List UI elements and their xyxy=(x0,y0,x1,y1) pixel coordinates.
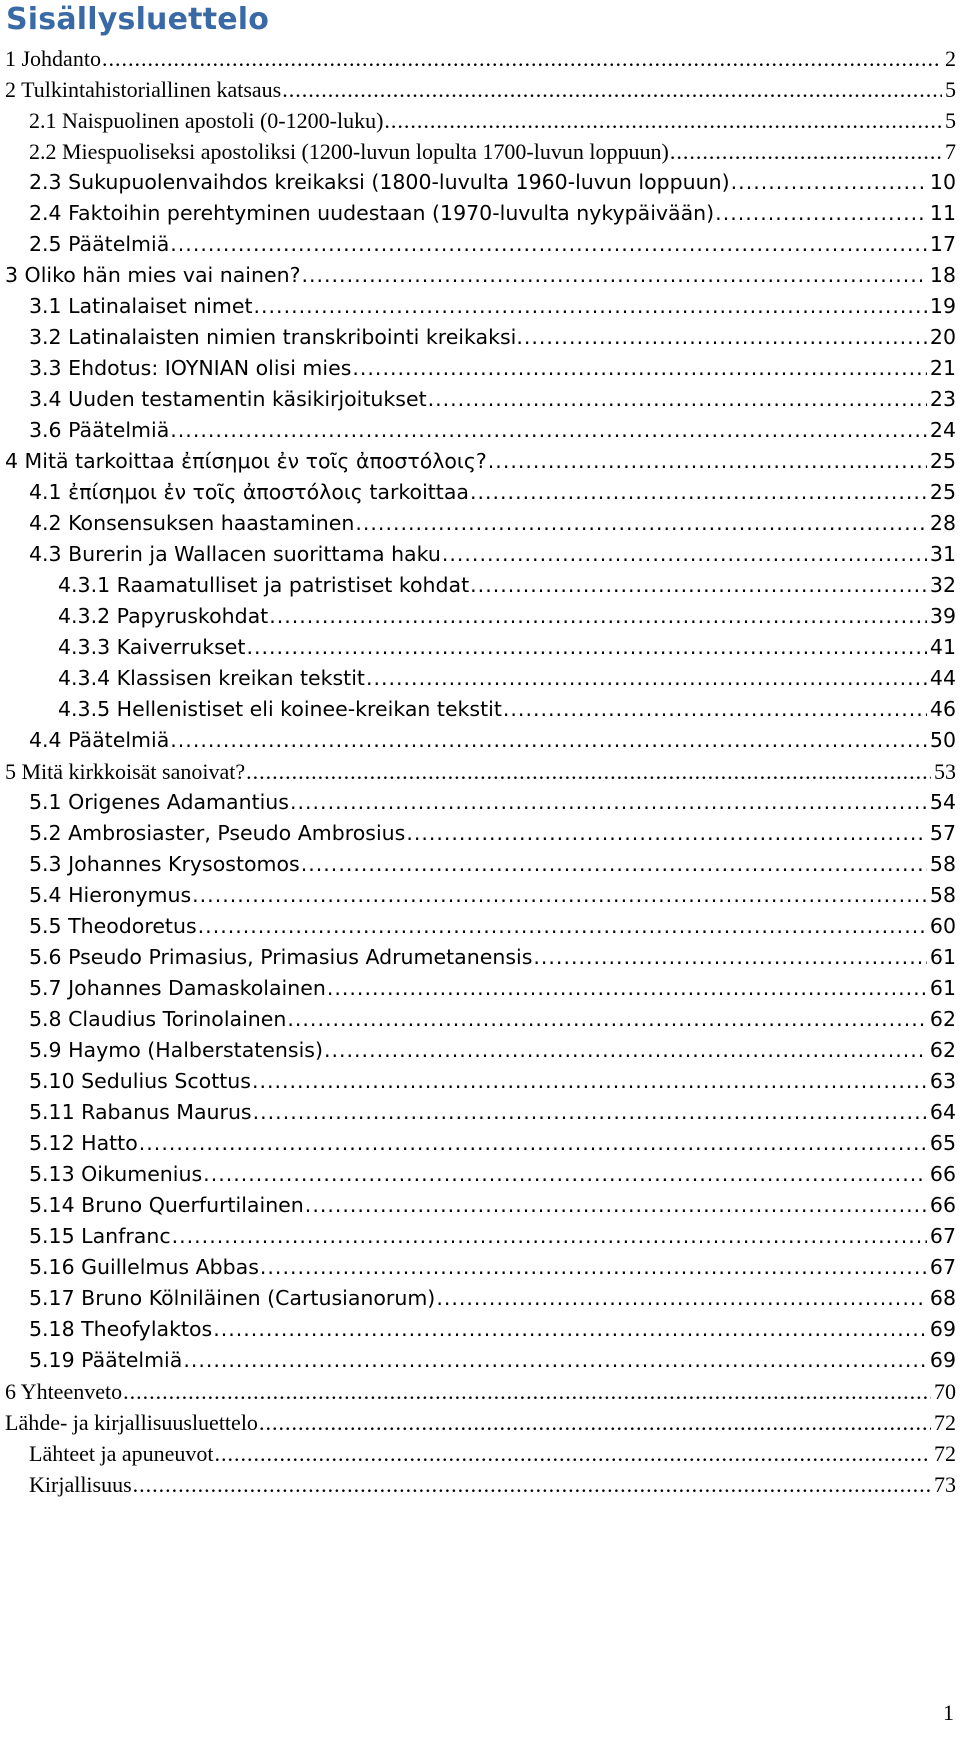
toc-entry[interactable] xyxy=(0,1348,960,1379)
toc-entry-label: 4.3 Burerin ja Wallacen suorittama haku xyxy=(29,542,441,566)
toc-entry-page: 69 xyxy=(929,1317,956,1341)
toc-entry[interactable] xyxy=(0,1472,960,1503)
dot-leader xyxy=(442,542,927,566)
toc-entry-page: 65 xyxy=(929,1131,956,1155)
toc-entry[interactable] xyxy=(0,1131,960,1162)
toc-entry[interactable] xyxy=(0,604,960,635)
dot-leader xyxy=(198,914,927,938)
dot-leader xyxy=(715,201,927,225)
toc-entry-label: 5.5 Theodoretus xyxy=(29,914,197,938)
toc-entry[interactable] xyxy=(0,635,960,666)
toc-entry[interactable] xyxy=(0,1193,960,1224)
toc-entry[interactable] xyxy=(0,170,960,201)
dot-leader xyxy=(406,821,927,845)
toc-entry-label: 5.9 Haymo (Halberstatensis) xyxy=(29,1038,323,1062)
toc-entry-page: 39 xyxy=(929,604,956,628)
toc-entry[interactable] xyxy=(0,759,960,790)
toc-entry[interactable] xyxy=(0,263,960,294)
dot-leader xyxy=(172,1224,927,1248)
toc-entry-label: 2 Tulkintahistoriallinen katsaus xyxy=(5,77,282,102)
toc-entry-page: 18 xyxy=(929,263,956,287)
toc-entry-page: 58 xyxy=(929,852,956,876)
toc-entry-label: 5.10 Sedulius Scottus xyxy=(29,1069,251,1093)
toc-entry-page: 54 xyxy=(929,790,956,814)
toc-entry[interactable] xyxy=(0,697,960,728)
toc-entry[interactable] xyxy=(0,201,960,232)
toc-entry[interactable] xyxy=(0,325,960,356)
dot-leader xyxy=(290,790,927,814)
toc-entry-label: 5.16 Guillelmus Abbas xyxy=(29,1255,259,1279)
dot-leader xyxy=(252,1069,927,1093)
toc-entry-page: 17 xyxy=(929,232,956,256)
toc-entry-page: 5 xyxy=(945,108,956,133)
toc-entry-label: 5.12 Hatto xyxy=(29,1131,138,1155)
toc-entry-page: 50 xyxy=(929,728,956,752)
dot-leader xyxy=(170,418,927,442)
toc-title: Sisällysluettelo xyxy=(6,2,270,37)
toc-entry-page: 46 xyxy=(929,697,956,721)
toc-entry-page: 73 xyxy=(934,1472,956,1497)
dot-leader xyxy=(259,1410,931,1436)
toc-entry-page: 21 xyxy=(929,356,956,380)
toc-entry[interactable] xyxy=(0,1038,960,1069)
toc-entry-page: 25 xyxy=(929,449,956,473)
dot-leader xyxy=(102,46,942,72)
toc-entry-page: 10 xyxy=(929,170,956,194)
toc-entry-page: 32 xyxy=(929,573,956,597)
toc-entry-label: 5.4 Hieronymus xyxy=(29,883,192,907)
toc-entry-page: 11 xyxy=(929,201,956,225)
toc-entry-page: 72 xyxy=(934,1410,956,1435)
toc-entry-label: 3.2 Latinalaisten nimien transkribointi kreikaksi. xyxy=(29,325,523,349)
toc-entry-page: 24 xyxy=(929,418,956,442)
toc-entry[interactable] xyxy=(0,852,960,883)
toc-entry-label: 2.3 Sukupuolenvaihdos kreikaksi (1800-luvulta 1960-luvun loppuun) xyxy=(29,170,730,194)
dot-leader xyxy=(352,356,927,380)
toc-entry-page: 58 xyxy=(929,883,956,907)
dot-leader xyxy=(260,1255,927,1279)
dot-leader xyxy=(488,449,927,473)
toc-entry-label: Kirjallisuus xyxy=(29,1472,132,1497)
toc-entry-label: 3.1 Latinalaiset nimet xyxy=(29,294,253,318)
dot-leader xyxy=(366,666,927,690)
toc-entry-page: 69 xyxy=(929,1348,956,1372)
dot-leader xyxy=(254,294,927,318)
toc-entry[interactable] xyxy=(0,1441,960,1472)
toc-entry[interactable] xyxy=(0,1224,960,1255)
dot-leader xyxy=(305,1193,927,1217)
toc-entry-label: 4.3.5 Hellenistiset eli koinee-kreikan tekstit xyxy=(58,697,502,721)
toc-entry[interactable] xyxy=(0,387,960,418)
toc-entry[interactable] xyxy=(0,418,960,449)
toc-entry[interactable] xyxy=(0,976,960,1007)
toc-entry-label: 4.3.1 Raamatulliset ja patristiset kohdat xyxy=(58,573,470,597)
toc-entry-label: 4 Mitä tarkoittaa ἐπίσημοι ἐν τοῖς ἀποστόλοις? xyxy=(5,449,487,473)
toc-entry[interactable] xyxy=(0,356,960,387)
toc-entry-label: 5.6 Pseudo Primasius, Primasius Adrumetanensis xyxy=(29,945,533,969)
toc-entry-page: 20 xyxy=(929,325,956,349)
toc-entry-label: 4.3.4 Klassisen kreikan tekstit xyxy=(58,666,365,690)
toc-entry-label: 2.1 Naispuolinen apostoli (0-1200-luku) xyxy=(29,108,384,133)
toc-entry-page: 28 xyxy=(929,511,956,535)
toc-entry[interactable] xyxy=(0,1379,960,1410)
toc-entry-page: 62 xyxy=(929,1007,956,1031)
toc-entry[interactable] xyxy=(0,511,960,542)
toc-entry-page: 66 xyxy=(929,1162,956,1186)
toc-entry[interactable] xyxy=(0,821,960,852)
toc-entry-label: 3 Oliko hän mies vai nainen? xyxy=(5,263,301,287)
toc-entry-page: 70 xyxy=(934,1379,956,1404)
toc-entry-label: 4.1 ἐπίσημοι ἐν τοῖς ἀποστόλοις tarkoittaa xyxy=(29,480,469,504)
dot-leader xyxy=(203,1162,927,1186)
toc-entry[interactable] xyxy=(0,480,960,511)
dot-leader xyxy=(428,387,927,411)
toc-entry-label: 4.2 Konsensuksen haastaminen xyxy=(29,511,355,535)
toc-entry[interactable] xyxy=(0,573,960,604)
toc-entry-page: 44 xyxy=(929,666,956,690)
page-number: 1 xyxy=(943,1700,954,1725)
toc-entry-page: 57 xyxy=(929,821,956,845)
dot-leader xyxy=(524,325,927,349)
dot-leader xyxy=(253,1100,927,1124)
toc-entry-page: 31 xyxy=(929,542,956,566)
toc-entry-page: 60 xyxy=(929,914,956,938)
toc-entry-label: 5 Mitä kirkkoisät sanoivat? xyxy=(5,759,246,784)
toc-entry-label: 1 Johdanto xyxy=(5,46,101,71)
dot-leader xyxy=(301,852,927,876)
toc-entry[interactable] xyxy=(0,542,960,573)
dot-leader xyxy=(287,1007,927,1031)
toc-entry-page: 61 xyxy=(929,945,956,969)
dot-leader xyxy=(670,139,942,165)
toc-entry-label: 2.2 Miespuoliseksi apostoliksi (1200-luvun lopulta 1700-luvun loppuun) xyxy=(29,139,669,164)
toc-entry[interactable] xyxy=(0,1410,960,1441)
toc-entry[interactable] xyxy=(0,1286,960,1317)
toc-entry[interactable] xyxy=(0,1162,960,1193)
toc-entry-label: 3.6 Päätelmiä xyxy=(29,418,170,442)
toc-entry-label: 5.14 Bruno Querfurtilainen xyxy=(29,1193,304,1217)
toc-entry[interactable] xyxy=(0,1100,960,1131)
toc-entry-page: 67 xyxy=(929,1255,956,1279)
toc-entry-label: 5.13 Oikumenius xyxy=(29,1162,203,1186)
toc-entry[interactable] xyxy=(0,945,960,976)
toc-entry[interactable] xyxy=(0,1255,960,1286)
dot-leader xyxy=(731,170,927,194)
toc-entry-label: 4.3.2 Papyruskohdat xyxy=(58,604,269,628)
dot-leader xyxy=(246,635,926,659)
dot-leader xyxy=(139,1131,927,1155)
toc-entry-page: 41 xyxy=(929,635,956,659)
toc-list xyxy=(0,46,960,1503)
toc-entry-page: 19 xyxy=(929,294,956,318)
toc-entry-page: 68 xyxy=(929,1286,956,1310)
toc-entry[interactable] xyxy=(0,294,960,325)
toc-entry-label: 5.19 Päätelmiä xyxy=(29,1348,183,1372)
toc-entry-page: 72 xyxy=(934,1441,956,1466)
toc-entry-label: 6 Yhteenveto xyxy=(5,1379,123,1404)
toc-entry[interactable] xyxy=(0,139,960,170)
toc-entry[interactable] xyxy=(0,1317,960,1348)
dot-leader xyxy=(324,1038,927,1062)
toc-entry-page: 62 xyxy=(929,1038,956,1062)
toc-entry-label: 2.4 Faktoihin perehtyminen uudestaan (1970-luvulta nykypäivään) xyxy=(29,201,715,225)
toc-entry-label: 5.11 Rabanus Maurus xyxy=(29,1100,252,1124)
dot-leader xyxy=(436,1286,927,1310)
toc-entry[interactable] xyxy=(0,666,960,697)
dot-leader xyxy=(269,604,927,628)
toc-entry-label: 5.18 Theofylaktos xyxy=(29,1317,213,1341)
toc-entry[interactable] xyxy=(0,232,960,263)
toc-entry-label: Lähde- ja kirjallisuusluettelo xyxy=(5,1410,258,1435)
dot-leader xyxy=(503,697,927,721)
toc-entry[interactable] xyxy=(0,914,960,945)
toc-entry[interactable] xyxy=(0,46,960,77)
toc-entry[interactable] xyxy=(0,77,960,108)
dot-leader xyxy=(170,232,927,256)
toc-entry-label: 5.15 Lanfranc xyxy=(29,1224,171,1248)
dot-leader xyxy=(170,728,927,752)
dot-leader xyxy=(533,945,927,969)
toc-entry[interactable] xyxy=(0,449,960,480)
dot-leader xyxy=(282,77,942,103)
toc-entry-label: 3.4 Uuden testamentin käsikirjoitukset xyxy=(29,387,427,411)
dot-leader xyxy=(384,108,942,134)
toc-entry-label: Lähteet ja apuneuvot xyxy=(29,1441,214,1466)
toc-entry[interactable] xyxy=(0,790,960,821)
toc-entry-page: 64 xyxy=(929,1100,956,1124)
toc-entry-label: 3.3 Ehdotus: IOYNIAN olisi mies xyxy=(29,356,352,380)
dot-leader xyxy=(470,573,927,597)
toc-entry-label: 5.2 Ambrosiaster, Pseudo Ambrosius xyxy=(29,821,406,845)
toc-entry-page: 7 xyxy=(945,139,956,164)
dot-leader xyxy=(246,759,931,785)
dot-leader xyxy=(214,1441,931,1467)
dot-leader xyxy=(192,883,927,907)
toc-entry-page: 5 xyxy=(945,77,956,102)
toc-entry-page: 66 xyxy=(929,1193,956,1217)
dot-leader xyxy=(327,976,927,1000)
dot-leader xyxy=(133,1472,931,1498)
dot-leader xyxy=(183,1348,927,1372)
toc-entry-page: 53 xyxy=(934,759,956,784)
toc-entry-label: 5.17 Bruno Kölniläinen (Cartusianorum) xyxy=(29,1286,436,1310)
toc-entry-label: 4.4 Päätelmiä xyxy=(29,728,170,752)
toc-entry-label: 2.5 Päätelmiä xyxy=(29,232,170,256)
dot-leader xyxy=(213,1317,927,1341)
toc-entry-page: 25 xyxy=(929,480,956,504)
dot-leader xyxy=(470,480,927,504)
toc-entry-label: 5.3 Johannes Krysostomos xyxy=(29,852,300,876)
toc-entry[interactable] xyxy=(0,1069,960,1100)
toc-entry-label: 4.3.3 Kaiverrukset xyxy=(58,635,246,659)
toc-entry-page: 63 xyxy=(929,1069,956,1093)
toc-entry-label: 5.7 Johannes Damaskolainen xyxy=(29,976,326,1000)
dot-leader xyxy=(355,511,927,535)
dot-leader xyxy=(301,263,926,287)
toc-entry[interactable] xyxy=(0,108,960,139)
dot-leader xyxy=(123,1379,931,1405)
toc-entry-page: 23 xyxy=(929,387,956,411)
toc-entry[interactable] xyxy=(0,883,960,914)
toc-entry[interactable] xyxy=(0,1007,960,1038)
toc-entry-page: 2 xyxy=(945,46,956,71)
toc-entry-page: 61 xyxy=(929,976,956,1000)
toc-entry[interactable] xyxy=(0,728,960,759)
toc-entry-page: 67 xyxy=(929,1224,956,1248)
toc-entry-label: 5.8 Claudius Torinolainen xyxy=(29,1007,287,1031)
toc-entry-label: 5.1 Origenes Adamantius xyxy=(29,790,289,814)
